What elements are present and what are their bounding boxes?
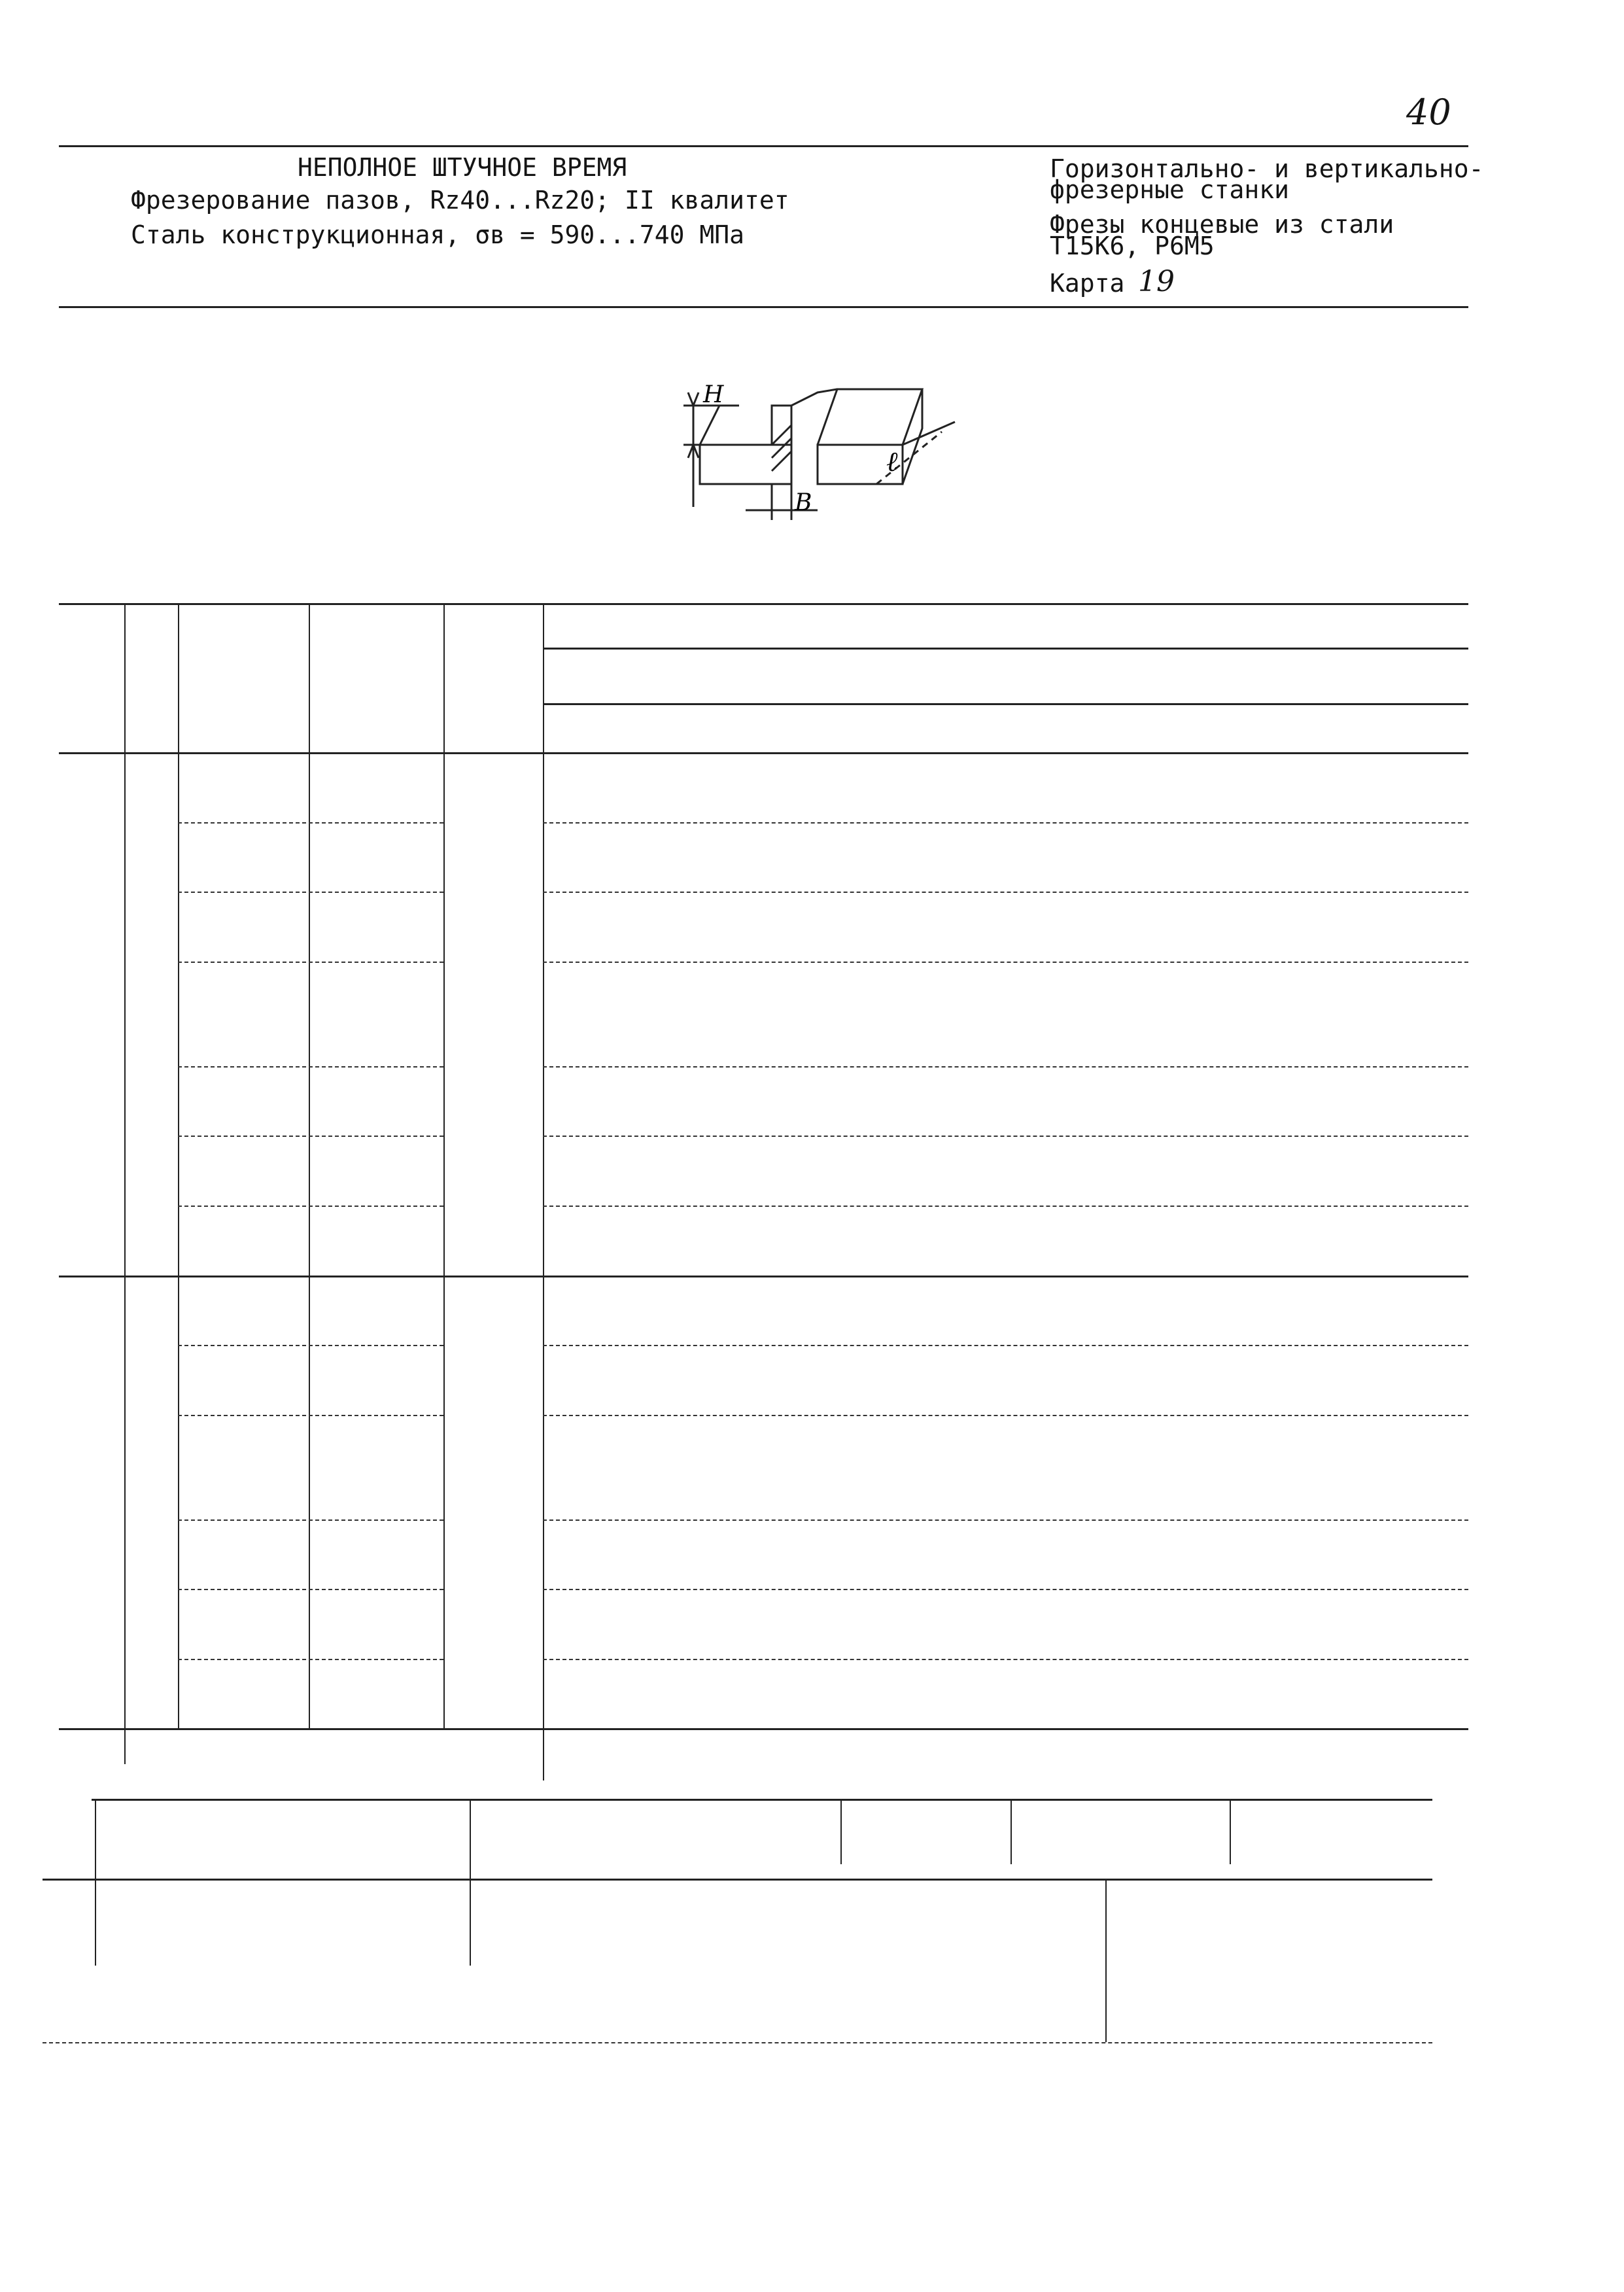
group-rule: [178, 822, 443, 824]
header-sub-rule: [543, 648, 1468, 650]
card-label: Карта: [1050, 269, 1125, 298]
diagram-l-label: ℓ: [886, 445, 898, 477]
header-tools-1: Фрезы концевые из стали: [1050, 210, 1394, 239]
group-rule: [543, 1206, 1468, 1207]
corrections-rule-bottom: [43, 2042, 1432, 2043]
header-tools-2: Т15К6, Р6М5: [1050, 232, 1215, 260]
col-rule-depth: [443, 603, 445, 1728]
group-rule: [178, 962, 443, 963]
card-number: 19: [1138, 265, 1175, 298]
col-rule-passes: [543, 603, 544, 1780]
col-rule-width: [309, 603, 310, 1728]
tool-group-rule: [59, 1276, 1468, 1277]
corr-rule: [840, 1799, 842, 1864]
corr-rule: [1011, 1799, 1012, 1864]
group-rule: [178, 1415, 443, 1416]
diagram-b-label: B: [795, 489, 812, 516]
group-rule: [543, 1659, 1468, 1660]
header-machines-2: фрезерные станки: [1050, 175, 1290, 204]
group-rule: [543, 1415, 1468, 1416]
group-rule: [178, 892, 443, 893]
group-rule: [178, 1519, 443, 1521]
slot-diagram: [667, 379, 961, 530]
group-rule: [178, 1345, 443, 1346]
header-operation: Фрезерование пазов, Rz40...Rz20; II квалитет: [131, 186, 789, 215]
group-rule: [178, 1659, 443, 1660]
col-rule-pos: [124, 603, 126, 1764]
header-machines-1: Горизонтально- и вертикально-: [1050, 154, 1484, 183]
col-rule-tool: [178, 603, 179, 1728]
group-rule: [178, 1206, 443, 1207]
group-rule: [543, 1519, 1468, 1521]
table-bottom-rule: [59, 1728, 1468, 1730]
corrections-rule-mid: [43, 1879, 1432, 1881]
page-number: 40: [1406, 92, 1451, 133]
group-rule: [543, 962, 1468, 963]
header-sub-rule-2: [543, 703, 1468, 705]
group-rule: [543, 1345, 1468, 1346]
group-rule: [178, 1136, 443, 1137]
diagram-h-label: H: [703, 381, 724, 408]
group-rule: [543, 1066, 1468, 1068]
corrections-rule-top: [92, 1799, 1432, 1801]
corr-rule: [1105, 1879, 1107, 2042]
corr-rule: [470, 1799, 471, 1966]
corr-rule: [95, 1799, 96, 1966]
group-rule: [178, 1589, 443, 1590]
group-rule: [543, 822, 1468, 824]
header-material: Сталь конструкционная, σв = 590...740 МПа: [131, 220, 744, 249]
group-rule: [543, 1589, 1468, 1590]
header-title: НЕПОЛНОЕ ШТУЧНОЕ ВРЕМЯ: [298, 153, 627, 182]
group-rule: [543, 1136, 1468, 1137]
header-bottom-rule: [59, 752, 1468, 754]
group-rule: [178, 1066, 443, 1068]
table-top-rule: [59, 603, 1468, 605]
group-rule: [543, 892, 1468, 893]
corr-rule: [1230, 1799, 1231, 1864]
